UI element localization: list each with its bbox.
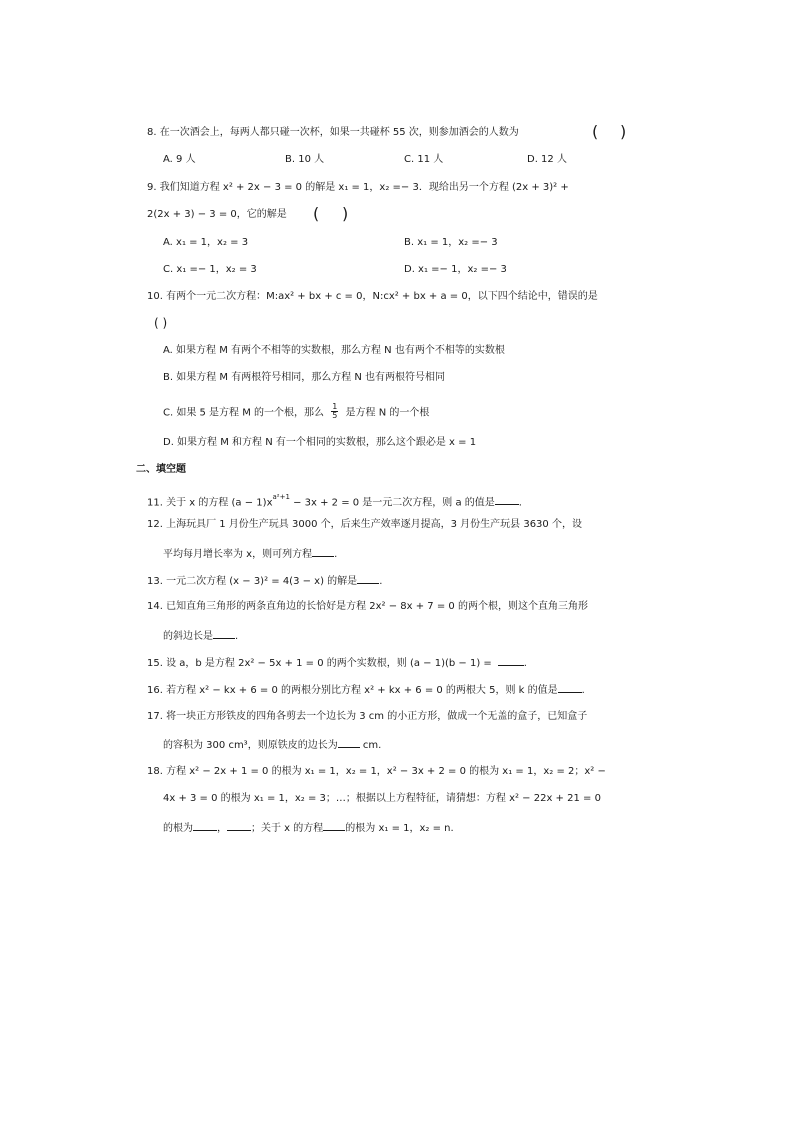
question-17-line-1: 17. 将一块正方形铁皮的四角各剪去一个边长为 3 cm 的小正方形，做成一个无盖的盒子，已知盒子 (147, 711, 588, 722)
answer-blank[interactable] (312, 546, 334, 557)
period: . (518, 497, 522, 509)
period: . (334, 549, 338, 560)
question-9-option-d: D. x₁ =− 1，x₂ =− 3 (404, 264, 507, 275)
question-9-option-c: C. x₁ =− 1，x₂ = 3 (163, 264, 257, 275)
answer-blank[interactable] (227, 820, 251, 831)
question-12-line-1: 12. 上海玩具厂 1 月份生产玩具 3000 个，后来生产效率逐月提高，3 月份生产玩县 3630 个，设 (147, 519, 582, 530)
unit: cm. (359, 740, 382, 751)
answer-paren-open: ( (313, 204, 320, 223)
question-11-text-before: 11. 关于 x 的方程 (a − 1)x (147, 497, 273, 509)
option-c-text-before: C. 如果 5 是方程 M 的一个根，那么 (163, 407, 325, 419)
period: . (581, 685, 585, 696)
question-10-option-a: A. 如果方程 M 有两个不相等的实数根，那么方程 N 也有两个不相等的实数根 (163, 345, 505, 356)
question-8-stem: 8. 在一次酒会上，每两人都只碰一次杯，如果一共碰杯 55 次，则参加酒会的人数为 (147, 127, 519, 138)
question-11 (147, 492, 522, 509)
question-8-option-b: B. 10 人 (285, 154, 325, 165)
option-c-text-after: 是方程 N 的一个根 (345, 407, 430, 419)
exponent: a²+1 (272, 493, 290, 501)
answer-blank[interactable] (213, 628, 235, 639)
question-18-text-d: 的根为 x₁ = 1，x₂ = n. (345, 823, 454, 834)
answer-paren-close: ) (342, 204, 349, 223)
question-16-text: 16. 若方程 x² − kx + 6 = 0 的两根分别比方程 x² + kx + 6 = 0 的两根大 5，则 k 的值是 (147, 685, 558, 696)
question-15-text: 15. 设 a，b 是方程 2x² − 5x + 1 = 0 的两个实数根，则 (a − 1)(b − 1) = (147, 658, 492, 669)
question-10-option-d: D. 如果方程 M 和方程 N 有一个相同的实数根，那么这个跟必是 x = 1 (163, 437, 477, 448)
question-12-text: 平均每月增长率为 x，则可列方程 (163, 549, 313, 560)
separator: ， (217, 823, 227, 834)
answer-paren-close: ) (620, 122, 627, 141)
question-9-line-2: 2(2x + 3) − 3 = 0，它的解是 (147, 209, 287, 220)
fraction-denominator: 5 (332, 411, 338, 420)
question-18-line-1: 18. 方程 x² − 2x + 1 = 0 的根为 x₁ = 1，x₂ = 1，x² − 3x + 2 = 0 的根为 x₁ = 1，x₂ = 2；x² − (147, 766, 606, 777)
question-17-text: 的容积为 300 cm³，则原铁皮的边长为 (163, 740, 338, 751)
question-17-line-2 (163, 737, 381, 751)
question-10-line-1: 10. 有两个一元二次方程：M:ax² + bx + c = 0，N:cx² + bx + a = 0，以下四个结论中，错误的是 (147, 291, 598, 302)
answer-blank[interactable] (193, 820, 217, 831)
period: . (523, 658, 527, 669)
fraction-numerator: 1 (332, 402, 338, 411)
question-8-option-d: D. 12 人 (527, 154, 567, 165)
fraction-one-fifth (331, 403, 338, 420)
question-14-line-1: 14. 已知直角三角形的两条直角边的长恰好是方程 2x² − 8x + 7 = 0 的两个根，则这个直角三角形 (147, 601, 588, 612)
question-18-line-2: 4x + 3 = 0 的根为 x₁ = 1，x₂ = 3；…；根据以上方程特征，请猜想：方程 x² − 22x + 21 = 0 (163, 793, 601, 804)
answer-blank[interactable] (323, 820, 345, 831)
question-14-line-2 (163, 628, 238, 642)
question-13-text: 13. 一元二次方程 (x − 3)² = 4(3 − x) 的解是 (147, 576, 358, 587)
answer-blank[interactable] (495, 494, 519, 505)
answer-blank[interactable] (558, 682, 582, 693)
answer-blank[interactable] (357, 573, 379, 584)
question-18-line-3 (163, 820, 454, 834)
question-18-text-c: ；关于 x 的方程 (251, 823, 324, 834)
question-16 (147, 682, 585, 696)
question-9-option-a: A. x₁ = 1，x₂ = 3 (163, 237, 249, 248)
question-12-line-2 (163, 546, 337, 560)
question-9-option-b: B. x₁ = 1，x₂ =− 3 (404, 237, 498, 248)
question-13 (147, 573, 382, 587)
question-10-option-c (163, 404, 429, 418)
question-8-option-c: C. 11 人 (404, 154, 444, 165)
answer-paren-open: ( (592, 122, 599, 141)
period: . (235, 631, 239, 642)
answer-blank[interactable] (498, 655, 524, 666)
answer-blank[interactable] (338, 737, 360, 748)
question-8-option-a: A. 9 人 (163, 154, 196, 165)
question-9-line-1: 9. 我们知道方程 x² + 2x − 3 = 0 的解是 x₁ = 1，x₂ =− 3．现给出另一个方程 (2x + 3)² + (147, 182, 569, 193)
question-18-text-a: 的根为 (163, 823, 193, 834)
question-10-option-b: B. 如果方程 M 有两根符号相同，那么方程 N 也有两根符号相同 (163, 372, 446, 383)
question-11-text-after: − 3x + 2 = 0 是一元二次方程，则 a 的值是 (289, 497, 495, 509)
section-heading-fill-in: 二、填空题 (136, 464, 186, 475)
question-15 (147, 655, 527, 669)
question-14-text: 的斜边长是 (163, 631, 213, 642)
period: . (379, 576, 383, 587)
answer-paren: ( ) (154, 316, 168, 330)
